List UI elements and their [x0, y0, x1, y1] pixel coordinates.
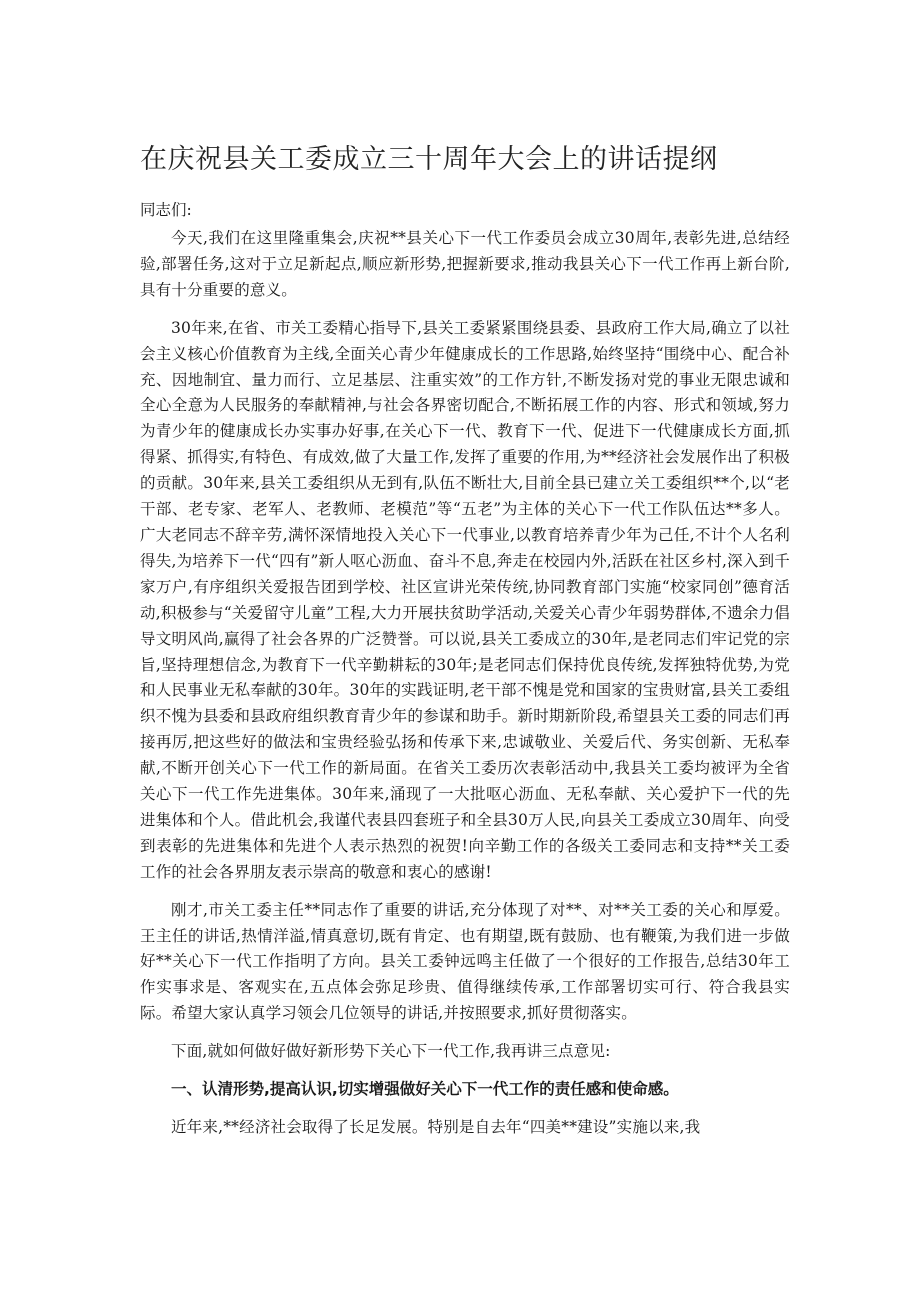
document-body	[140, 226, 790, 1153]
paragraph-opening: 今天,我们在这里隆重集会,庆祝**县关心下一代工作委员会成立30周年,表彰先进,总结经验,部署任务,这对于立足新起点,顺应新形势,把握新要求,推动我县关心下一代工作再上新台阶,具有十分重要的意义。	[140, 229, 790, 299]
paragraph-section-1-start: 近年来,**经济社会取得了长足发展。特别是自去年“四美**建设”实施以来,我	[171, 1118, 701, 1136]
paragraph-leader-remarks: 刚才,市关工委主任**同志作了重要的讲话,充分体现了对**、对**关工委的关心和厚爱。王主任的讲话,热情洋溢,情真意切,既有肯定、也有期望,既有鼓励、也有鞭策,为我们进一步做好**关心下一代工作指明了方向。县关工委钟远鸣主任做了一个很好的工作报告,总结30年工作实事求是、客观实在,五点体会弥足珍贵、值得继续传承,工作部署切实可行、符合我县实际。希望大家认真学习领会几位领导的讲话,并按照要求,抓好贯彻落实。	[140, 900, 790, 1023]
section-heading-1: 一、认清形势,提高认识,切实增强做好关心下一代工作的责任感和使命感。	[171, 1080, 679, 1099]
document-title: 在庆祝县关工委成立三十周年大会上的讲话提纲	[140, 144, 718, 175]
paragraph-three-points-intro: 下面,就如何做好做好新形势下关心下一代工作,我再讲三点意见:	[171, 1042, 611, 1061]
paragraph-thirty-years-review: 30年来,在省、市关工委精心指导下,县关工委紧紧围绕县委、县政府工作大局,确立了以社会主义核心价值教育为主线,全面关心青少年健康成长的工作思路,始终坚持“围绕中心、配合补充、因地制宜、量力而行、立足基层、注重实效”的工作方针,不断发扬对党的事业无限忠诚和全心全意为人民服务的奉献精神,与社会各界密切配合,不断拓展工作的内容、形式和领域,努力为青少年的健康成长办实事办好事,在关心下一代、教育下一代、促进下一代健康成长方面,抓得紧、抓得实,有特色、有成效,做了大量工作,发挥了重要的作用,为**经济社会发展作出了积极的贡献。30年来,县关工委组织从无到有,队伍不断壮大,目前全县已建立关工委组织**个,以“老干部、老专家、老军人、老教师、老模范”等“五老”为主体的关心下一代工作队伍达**多人。广大老同志不辞辛劳,满怀深情地投入关心下一代事业,以教育培养青少年为己任,不计个人名利得失,为培养下一代“四有”新人呕心沥血、奋斗不息,奔走在校园内外,活跃在社区乡村,深入到千家万户,有序组织关爱报告团到学校、社区宣讲光荣传统,协同教育部门实施“校家同创”德育活动,积极参与“关爱留守儿童”工程,大力开展扶贫助学活动,关爱关心青少年弱势群体,不遗余力倡导文明风尚,赢得了社会各界的广泛赞誉。可以说,县关工委成立的30年,是老同志们牢记党的宗旨,坚持理想信念,为教育下一代辛勤耕耘的30年;是老同志们保持优良传统,发挥独特优势,为党和人民事业无私奉献的30年。30年的实践证明,老干部不愧是党和国家的宝贵财富,县关工委组织不愧为县委和县政府组织教育青少年的参谋和助手。新时期新阶段,希望县关工委的同志们再接再厉,把这些好的做法和宝贵经验弘扬和传承下来,忠诚敬业、关爱后代、务实创新、无私奉献,不断开创关心下一代工作的新局面。在省关工委历次表彰活动中,我县关工委均被评为全省关心下一代工作先进集体。30年来,涌现了一大批呕心沥血、无私奉献、关心爱护下一代的先进集体和个人。借此机会,我谨代表县四套班子和全县30万人民,向县关工委成立30周年、向受到表彰的先进集体和先进个人表示热烈的祝贺!向辛勤工作的各级关工委同志和支持**关工委工作的社会各界朋友表示崇高的敬意和衷心的感谢!	[140, 318, 790, 881]
salutation: 同志们:	[140, 201, 192, 219]
